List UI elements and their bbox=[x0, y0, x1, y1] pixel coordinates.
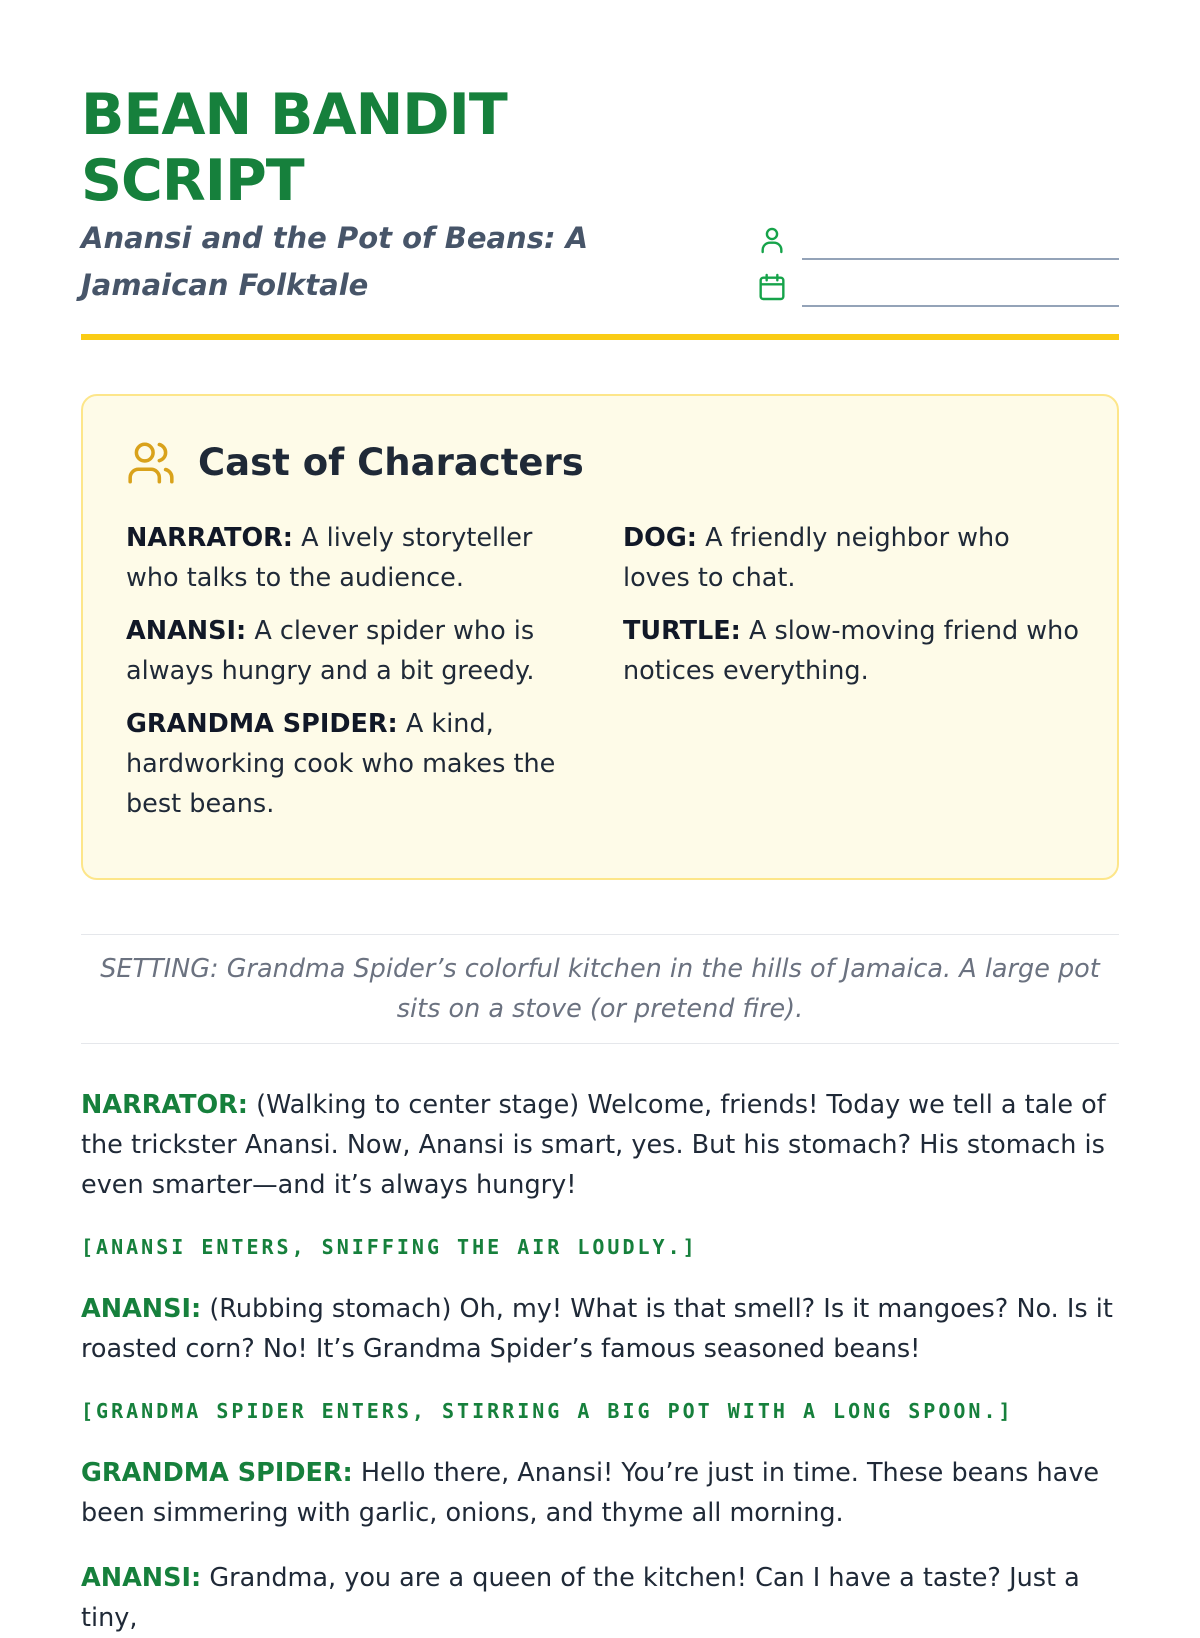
dialogue-text: Hello there, Anansi! You’re just in time. These beans have been simmering with garlic, onions, and thyme all morning. bbox=[81, 1458, 1100, 1528]
speaker-name: NARRATOR: bbox=[81, 1090, 249, 1120]
name-line[interactable] bbox=[802, 258, 1119, 260]
character-description: A slow-moving friend who notices everything. bbox=[623, 616, 1079, 686]
speaker-name: ANANSI: bbox=[81, 1294, 202, 1324]
stage-direction: [ANANSI ENTERS, SNIFFING THE AIR LOUDLY.] bbox=[81, 1235, 698, 1259]
page-subtitle: Anansi and the Pot of Beans: A Jamaican Folktale bbox=[81, 221, 589, 302]
header-divider bbox=[81, 334, 1119, 340]
character-name: ANANSI: bbox=[126, 616, 247, 646]
user-icon bbox=[756, 224, 788, 256]
date-line[interactable] bbox=[802, 305, 1119, 307]
cast-heading: Cast of Characters bbox=[198, 441, 584, 484]
dialogue-text: (Walking to center stage) Welcome, friends! Today we tell a tale of the trickster Anansi. Now, Anansi is smart, yes. But his stomach? His stomach is even smarter—and it’s always hungry! bbox=[81, 1090, 1106, 1200]
calendar-icon bbox=[756, 271, 788, 303]
users-icon bbox=[126, 438, 176, 488]
character-description: A lively storyteller who talks to the audience. bbox=[126, 523, 533, 593]
dialogue-line bbox=[81, 1085, 1119, 1205]
character-name: GRANDMA SPIDER: bbox=[126, 709, 398, 739]
page-title: BEAN BANDIT SCRIPT bbox=[81, 82, 507, 214]
cast-entry bbox=[623, 611, 1083, 691]
name-date-fields bbox=[756, 222, 1119, 316]
setting-note: SETTING: Grandma Spider’s colorful kitchen in the hills of Jamaica. A large pot sits on a stove (or pretend fire). bbox=[81, 934, 1119, 1044]
dialogue-line bbox=[81, 1453, 1119, 1533]
cast-column-left bbox=[126, 518, 586, 837]
stage-direction: [GRANDMA SPIDER ENTERS, STIRRING A BIG POT WITH A LONG SPOON.] bbox=[81, 1399, 1014, 1423]
character-description: A friendly neighbor who loves to chat. bbox=[623, 523, 1010, 593]
name-field[interactable] bbox=[756, 222, 1119, 269]
cast-entry bbox=[126, 704, 586, 824]
script-body bbox=[81, 1085, 1119, 1638]
cast-column-right bbox=[623, 518, 1083, 704]
date-field[interactable] bbox=[756, 269, 1119, 316]
speaker-name: ANANSI: bbox=[81, 1563, 202, 1593]
cast-entry bbox=[623, 518, 1083, 598]
cast-box bbox=[81, 394, 1119, 880]
character-name: TURTLE: bbox=[623, 616, 741, 646]
dialogue-text: (Rubbing stomach) Oh, my! What is that smell? Is it mangoes? No. Is it roasted corn? No! It’s Grandma Spider’s famous seasoned beans! bbox=[81, 1294, 1113, 1364]
character-name: NARRATOR: bbox=[126, 523, 294, 553]
dialogue-text: Grandma, you are a queen of the kitchen! Can I have a taste? Just a tiny, bbox=[81, 1563, 1080, 1633]
cast-entry bbox=[126, 518, 586, 598]
character-name: DOG: bbox=[623, 523, 697, 553]
cast-entry bbox=[126, 611, 586, 691]
character-description: A clever spider who is always hungry and a bit greedy. bbox=[126, 616, 535, 686]
character-description: A kind, hardworking cook who makes the best beans. bbox=[126, 709, 556, 819]
dialogue-line bbox=[81, 1558, 1119, 1638]
speaker-name: GRANDMA SPIDER: bbox=[81, 1458, 353, 1488]
dialogue-line bbox=[81, 1289, 1119, 1369]
